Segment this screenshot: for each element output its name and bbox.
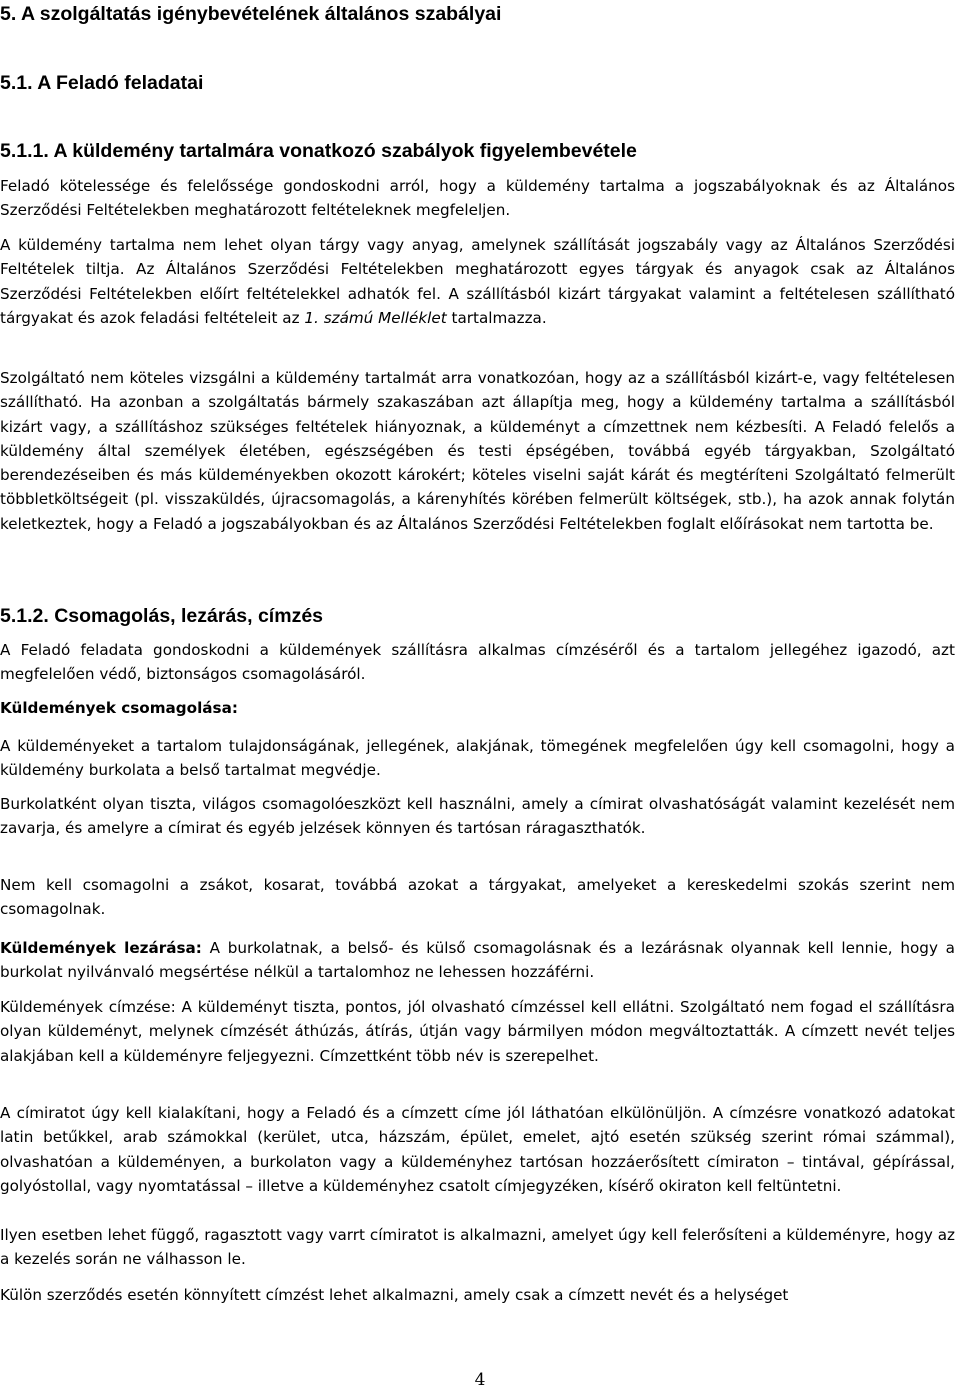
paragraph-packaging-rules: A küldeményeket a tartalom tulajdonságának, jellegének, alakjának, tömegének megfelelően úgy kell csomagolni, hogy a küldemény burkolata a belső tartalmat megvédje. — [0, 737, 955, 780]
paragraph-address-label: A címiratot úgy kell kialakítani, hogy a Feladó és a címzett címe jól láthatóan elkülönüljön. A címzésre vonatkozó adatokat latin betűkkel, arab számokkal (kerület, utca, házszám, épület, emelet, ajtó esetén szükség szerint római számmal), olvashatóan a küldeményen, a burkolaton vagy a küldeményhez tartósan hozzáerősített címiraton – tintával, gépírással, golyóstollal, vagy nyomtatással – illetve a küldeményhez csatolt címjegyzéken, kísérő okiraton kell feltüntetni. — [0, 1104, 955, 1195]
annex-reference: 1. számú Melléklet — [304, 308, 447, 327]
paragraph-sender-responsibility: Feladó kötelessége és felelőssége gondoskodni arról, hogy a küldemény tartalma a jogszabályoknak és az Általános Szerződési Feltételekben meghatározott feltételeknek megfeleljen. — [0, 177, 955, 220]
heading-section-5-1-2: 5.1.2. Csomagolás, lezárás, címzés — [0, 605, 324, 627]
heading-section-5: 5. A szolgáltatás igénybevételének általános szabályai — [0, 3, 502, 25]
page-number: 4 — [474, 1370, 486, 1390]
sealing-text: A burkolatnak, a belső- és külső csomagolásnak és a lezárásnak olyannak kell lennie, hogy a burkolat nyilvánvaló megsértése nélkül a tartalomhoz ne lehessen hozzáférni. — [0, 939, 955, 982]
prohibited-text-part1: A küldemény tartalma nem lehet olyan tárgy vagy anyag, amelynek szállítását jogszabály vagy az Általános Szerződési Feltételek tiltja. Az Általános Szerződési Feltételekben meghatározott egyes tárgyak és anyagok csak az Általános Szerződési Feltételekben előírt feltételekkel adhatók fel. A szállításból kizárt tárgyakat valamint a feltételesen szállítható tárgyakat és azok feladási feltételeit az — [0, 236, 955, 327]
paragraph-provider-inspection: Szolgáltató nem köteles vizsgálni a küldemény tartalmát arra vonatkozóan, hogy az a szállításból kizárt-e, vagy feltételesen szállítható. Ha azonban a szolgáltatás bármely szakaszában azt állapítja meg, hogy a küldemény tartalma a szállításból kizárt vagy, a szállításhoz szükséges feltételek hiányoznak, a küldeményt a címzettnek nem kézbesíti. A Feladó felelős a küldemény által személyek életében, egészségében és testi épségében, továbbá egyéb tárgyakban, Szolgáltató berendezéseiben és más küldeményekben okozott károkért; köteles viselni saját kárát és megtéríteni Szolgáltató felmerült többletköltségeit (pl. visszaküldés, újracsomagolás, a kárenyhítés körében felmerült költségek, stb.), ha azok annak folytán keletkeztek, hogy a Feladó a jogszabályokban és az Általános Szerződési Feltételekben foglalt előírásokat nem tartotta be. — [0, 369, 955, 533]
paragraph-simplified-addressing: Külön szerződés esetén könnyített címzést lehet alkalmazni, amely csak a címzett nevét és a helységet — [0, 1286, 789, 1304]
paragraph-prohibited-contents — [0, 233, 955, 330]
paragraph-attached-label: Ilyen esetben lehet függő, ragasztott vagy varrt címiratot is alkalmazni, amelyet úgy kell felerősíteni a küldeményre, hogy az a kezelés során ne válhasson le. — [0, 1226, 955, 1269]
paragraph-wrapping-materials: Burkolatként olyan tiszta, világos csomagolóeszközt kell használni, amely a címirat olvashatóságát valamint kezelését nem zavarja, és amelyre a címirat és egyéb jelzések könnyen és tartósan ráragaszthatók. — [0, 795, 955, 838]
paragraph-addressing: Küldemények címzése: A küldeményt tiszta, pontos, jól olvasható címzéssel kell ellátni. Szolgáltató nem fogad el szállításra olyan küldeményt, melynek címzését áthúzás, átírás, útján vagy bármilyen módon megváltoztatták. A címzett nevét teljes alakjában kell a küldeményre feljegyezni. Címzettként több név is szerepelhet. — [0, 998, 955, 1065]
subheading-packaging: Küldemények csomagolása: — [0, 699, 238, 717]
heading-section-5-1: 5.1. A Feladó feladatai — [0, 72, 204, 94]
paragraph-addressing-packaging: A Feladó feladata gondoskodni a küldemények szállításra alkalmas címzéséről és a tartalom jellegéhez igazodó, azt megfelelően védő, biztonságos csomagolásáról. — [0, 641, 955, 684]
sealing-label: Küldemények lezárása: — [0, 939, 202, 957]
paragraph-sealing — [0, 936, 955, 985]
prohibited-text-part2: tartalmazza. — [446, 308, 547, 327]
paragraph-no-packaging-needed: Nem kell csomagolni a zsákot, kosarat, továbbá azokat a tárgyakat, amelyeket a kereskedelmi szokás szerint nem csomagolnak. — [0, 876, 955, 919]
heading-section-5-1-1: 5.1.1. A küldemény tartalmára vonatkozó szabályok figyelembevétele — [0, 140, 637, 162]
